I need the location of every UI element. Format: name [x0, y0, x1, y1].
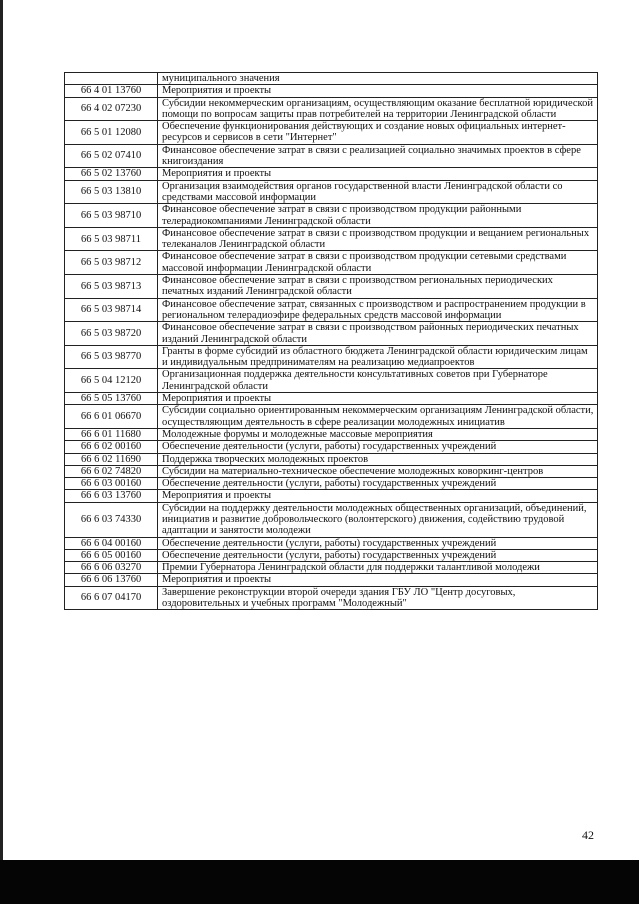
budget-code-cell: 66 5 03 98720	[65, 322, 158, 346]
scan-bottom-bar	[0, 860, 639, 904]
budget-code-cell: 66 6 03 13760	[65, 490, 158, 502]
expense-description-cell: Обеспечение функционирования действующих и создание новых официальных интернет-ресурсов и сервисов в сети "Интернет"	[158, 121, 598, 145]
table-row	[65, 251, 598, 275]
table-row	[65, 562, 598, 574]
expense-description-cell: Финансовое обеспечение затрат в связи с производством продукции районными телерадиокомпаниями Ленинградской области	[158, 204, 598, 228]
expense-description-cell: Мероприятия и проекты	[158, 490, 598, 502]
expense-description-cell: Обеспечение деятельности (услуги, работы) государственных учреждений	[158, 537, 598, 549]
table-row	[65, 393, 598, 405]
expense-description-cell: Мероприятия и проекты	[158, 85, 598, 97]
budget-code-cell: 66 5 03 98770	[65, 345, 158, 369]
budget-code-cell: 66 5 01 12080	[65, 121, 158, 145]
table-row	[65, 549, 598, 561]
table-row	[65, 537, 598, 549]
expense-description-cell: Мероприятия и проекты	[158, 168, 598, 180]
budget-code-cell: 66 6 06 03270	[65, 562, 158, 574]
table-row	[65, 453, 598, 465]
expense-description-cell: Гранты в форме субсидий из областного бюджета Ленинградской области юридическим лицам и индивидуальным предпринимателям на реализацию медиапроектов	[158, 345, 598, 369]
budget-code-cell: 66 6 06 13760	[65, 574, 158, 586]
budget-code-cell: 66 6 04 00160	[65, 537, 158, 549]
expense-description-cell: Мероприятия и проекты	[158, 393, 598, 405]
table-row	[65, 478, 598, 490]
budget-code-cell: 66 5 05 13760	[65, 393, 158, 405]
table-row	[65, 85, 598, 97]
expense-description-cell: Финансовое обеспечение затрат в связи с производством региональных периодических печатных изданий Ленинградской области	[158, 275, 598, 299]
budget-code-cell: 66 5 04 12120	[65, 369, 158, 393]
table-row	[65, 428, 598, 440]
table-row	[65, 144, 598, 168]
expense-description-cell: Организационная поддержка деятельности консультативных советов при Губернаторе Ленинградской области	[158, 369, 598, 393]
expense-description-cell: Субсидии на поддержку деятельности молодежных общественных организаций, объединений, инициатив и развитие добровольческого (волонтерского) движения, содействию трудовой адаптации и занятости молодежи	[158, 502, 598, 537]
table-row	[65, 502, 598, 537]
budget-code-cell: 66 5 03 98714	[65, 298, 158, 322]
expense-description-cell: Финансовое обеспечение затрат в связи с производством продукции и вещанием региональных телеканалов Ленинградской области	[158, 227, 598, 251]
expense-description-cell: Субсидии социально ориентированным некоммерческим организациям Ленинградской области, осуществляющим деятельность в сфере реализации молодежных инициатив	[158, 405, 598, 429]
budget-code-cell	[65, 73, 158, 85]
expense-description-cell: Молодежные форумы и молодежные массовые мероприятия	[158, 428, 598, 440]
table-row	[65, 322, 598, 346]
expense-description-cell: Обеспечение деятельности (услуги, работы) государственных учреждений	[158, 549, 598, 561]
table-row	[65, 574, 598, 586]
expense-description-cell: Мероприятия и проекты	[158, 574, 598, 586]
table-row	[65, 465, 598, 477]
table-row	[65, 298, 598, 322]
expense-description-cell: Премии Губернатора Ленинградской области для поддержки талантливой молодежи	[158, 562, 598, 574]
table-row	[65, 405, 598, 429]
budget-code-cell: 66 6 02 74820	[65, 465, 158, 477]
budget-code-cell: 66 6 02 00160	[65, 441, 158, 453]
expense-description-cell: Субсидии на материально-техническое обеспечение молодежных коворкинг-центров	[158, 465, 598, 477]
expense-description-cell: Субсидии некоммерческим организациям, осуществляющим оказание бесплатной юридической помощи по вопросам защиты прав потребителей на территории Ленинградской области	[158, 97, 598, 121]
expense-description-cell: Финансовое обеспечение затрат в связи с реализацией социально значимых проектов в сфере книгоиздания	[158, 144, 598, 168]
expense-description-cell: Обеспечение деятельности (услуги, работы) государственных учреждений	[158, 478, 598, 490]
budget-code-cell: 66 5 03 98711	[65, 227, 158, 251]
table-row	[65, 204, 598, 228]
budget-code-cell: 66 6 03 00160	[65, 478, 158, 490]
table-row	[65, 490, 598, 502]
budget-code-cell: 66 6 01 11680	[65, 428, 158, 440]
table-row	[65, 97, 598, 121]
budget-code-cell: 66 6 02 11690	[65, 453, 158, 465]
table-body	[65, 73, 598, 610]
table-row	[65, 73, 598, 85]
page-number: 42	[582, 828, 594, 842]
budget-code-cell: 66 5 02 07410	[65, 144, 158, 168]
budget-code-cell: 66 5 03 98712	[65, 251, 158, 275]
expense-description-cell: муниципального значения	[158, 73, 598, 85]
budget-code-cell: 66 6 05 00160	[65, 549, 158, 561]
expense-description-cell: Организация взаимодействия органов государственной власти Ленинградской области со средствами массовой информации	[158, 180, 598, 204]
budget-code-cell: 66 5 03 13810	[65, 180, 158, 204]
table-row	[65, 180, 598, 204]
table-row	[65, 227, 598, 251]
table-row	[65, 586, 598, 610]
budget-code-cell: 66 4 01 13760	[65, 85, 158, 97]
budget-code-cell: 66 6 01 06670	[65, 405, 158, 429]
expense-description-cell: Завершение реконструкции второй очереди здания ГБУ ЛО "Центр досуговых, оздоровительных и учебных программ "Молодежный"	[158, 586, 598, 610]
expense-description-cell: Финансовое обеспечение затрат в связи с производством продукции сетевыми средствами массовой информации Ленинградской области	[158, 251, 598, 275]
scan-edge	[0, 0, 3, 860]
table-row	[65, 345, 598, 369]
table-row	[65, 275, 598, 299]
table-row	[65, 168, 598, 180]
table-row	[65, 121, 598, 145]
expense-description-cell: Финансовое обеспечение затрат в связи с производством районных периодических печатных изданий Ленинградской области	[158, 322, 598, 346]
table-row	[65, 369, 598, 393]
budget-code-cell: 66 6 03 74330	[65, 502, 158, 537]
expense-description-cell: Обеспечение деятельности (услуги, работы) государственных учреждений	[158, 441, 598, 453]
budget-code-cell: 66 5 02 13760	[65, 168, 158, 180]
expense-description-cell: Поддержка творческих молодежных проектов	[158, 453, 598, 465]
budget-code-table	[64, 72, 598, 610]
expense-description-cell: Финансовое обеспечение затрат, связанных с производством и распространением продукции в региональном телерадиоэфире федеральных средств массовой информации	[158, 298, 598, 322]
budget-code-cell: 66 6 07 04170	[65, 586, 158, 610]
budget-code-cell: 66 4 02 07230	[65, 97, 158, 121]
budget-code-cell: 66 5 03 98710	[65, 204, 158, 228]
table-row	[65, 441, 598, 453]
budget-code-cell: 66 5 03 98713	[65, 275, 158, 299]
